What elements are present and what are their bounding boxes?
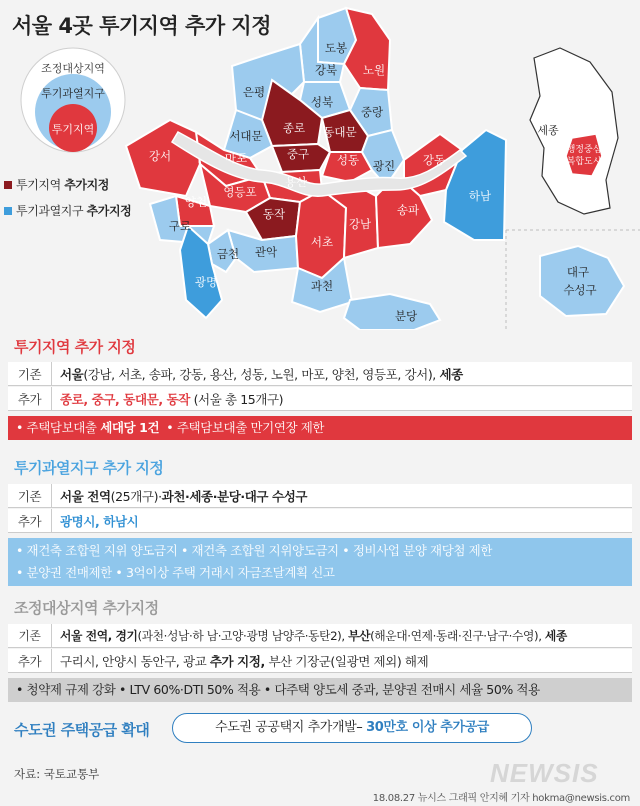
row-label: 기존	[8, 484, 52, 507]
label-seongbuk: 성북	[310, 95, 334, 109]
label-gangdong: 강동	[422, 153, 446, 167]
label-gwanak: 관악	[254, 245, 278, 259]
region-daegu-suseong	[540, 246, 624, 316]
label-yeongdeungpo: 영등포	[223, 185, 257, 199]
label-junggu: 중구	[286, 147, 310, 161]
legend-red-label: 투기지역	[16, 178, 61, 192]
label-mapo: 마포	[224, 151, 248, 165]
section2-measures	[8, 538, 632, 586]
legend-red-suffix: 추가지정	[64, 178, 109, 192]
legend-red	[4, 176, 109, 193]
label-songpa: 송파	[396, 203, 420, 217]
label-seongdong: 성동	[336, 153, 360, 167]
section1-measures: • 주택담보대출 세대당 1건 • 주택담보대출 만기연장 제한	[8, 416, 632, 440]
row-label: 추가	[8, 509, 52, 532]
section1-title: 투기지역 추가 지정	[14, 338, 136, 356]
row-value: 구리시, 안양시 동안구, 광교 추가 지정, 부산 기장군(일광면 제외) 해제	[60, 653, 429, 669]
legend-blue-label: 투기과열지구	[16, 204, 84, 218]
newsis-logo: NEWSIS	[490, 758, 599, 788]
row-label: 기존	[8, 362, 52, 385]
label-sejong-inner-2: 복합도시	[566, 157, 602, 167]
section2-row-existing	[8, 484, 632, 508]
label-hanam: 하남	[468, 189, 492, 203]
section2-measures-line2: • 분양권 전매제한 • 3억이상 주택 거래시 자금조달계획 신고	[16, 565, 335, 580]
legend-outer-label: 조정대상지역	[41, 62, 105, 75]
row-value: 광명시, 하남시	[60, 513, 139, 529]
legend-blue	[4, 202, 131, 219]
label-seodaemun: 서대문	[229, 129, 263, 143]
region-bundang	[344, 294, 440, 330]
credit-line: 18.08.27 뉴시스 그래픽 안지혜 기자 hokma@newsis.com	[372, 793, 630, 804]
label-eunpyeong: 은평	[242, 85, 266, 99]
section2-measures-line1: • 재건축 조합원 지위 양도금지 • 재건축 조합원 지위양도금지 • 정비사업 분양 재당첨 제한	[16, 543, 492, 558]
section3-measures: • 청약제 규제 강화 • LTV 60%·DTI 50% 적용 • 다주택 양도세 중과, 분양권 전매시 세율 50% 적용	[8, 678, 632, 702]
legend-inner-label: 투기지역	[51, 123, 95, 136]
section3-title: 조정대상지역 추가지정	[14, 599, 159, 617]
section3-row-added	[8, 649, 632, 673]
legend-middle-label: 투기과열지구	[41, 87, 105, 100]
label-dobong: 도봉	[324, 41, 348, 55]
row-value: 서울(강남, 서초, 송파, 강동, 용산, 성동, 노원, 마포, 양천, 영등포, 강서), 세종	[60, 366, 463, 382]
row-value: 서울 전역(25개구)·과천·세종·분당·대구 수성구	[60, 488, 308, 504]
legend-swatch-blue	[4, 207, 12, 215]
section1-row-added	[8, 387, 632, 411]
supply-pill: 수도권 공공택지 추가개발– 30만호 이상 추가공급	[172, 713, 532, 743]
supply-title: 수도권 주택공급 확대	[14, 721, 150, 739]
row-value: 종로, 중구, 동대문, 동작 (서울 총 15개구)	[60, 391, 284, 407]
row-label: 추가	[8, 649, 52, 672]
section1-row-existing	[8, 362, 632, 386]
label-gwangmyeong: 광명	[194, 275, 218, 289]
district-map	[0, 0, 640, 330]
label-bundang: 분당	[394, 309, 418, 323]
legend-blue-suffix: 추가지정	[86, 204, 132, 218]
label-suseong: 수성구	[563, 283, 597, 297]
page-title: 서울 4곳 투기지역 추가 지정	[12, 14, 272, 38]
label-nowon: 노원	[362, 63, 386, 77]
label-gangseo: 강서	[148, 149, 172, 163]
source-note: 자료: 국토교통부	[14, 767, 100, 781]
label-sejong: 세종	[537, 124, 559, 137]
section2-title: 투기과열지구 추가 지정	[14, 459, 164, 477]
legend-circles	[21, 48, 125, 152]
label-jungnang: 중랑	[360, 105, 384, 119]
row-label: 기존	[8, 624, 52, 647]
row-value: 서울 전역, 경기(과천·성남·하 남·고양·광명 남양주·동탄2), 부산(해운대·연제·동래·진구·남구·수영), 세종	[60, 629, 567, 643]
label-gwacheon: 과천	[310, 279, 334, 293]
label-gangnam: 강남	[348, 217, 372, 231]
label-dongdaemun: 동대문	[323, 125, 357, 139]
label-gwangjin: 광진	[372, 159, 396, 173]
label-seocho: 서초	[310, 235, 334, 249]
label-yangcheon: 양천	[184, 195, 208, 209]
label-geumcheon: 금천	[216, 247, 240, 261]
legend-swatch-red	[4, 181, 12, 189]
label-yongsan: 용산	[284, 175, 308, 189]
label-dongjak: 동작	[262, 207, 286, 221]
label-sejong-inner-1: 행정중심	[566, 145, 602, 155]
section3-row-existing	[8, 624, 632, 648]
label-daegu: 대구	[566, 265, 590, 279]
row-label: 추가	[8, 387, 52, 410]
label-jongno: 종로	[282, 121, 306, 135]
label-guro: 구로	[168, 219, 192, 233]
label-gangbuk: 강북	[314, 63, 338, 77]
region-nowon	[344, 8, 390, 90]
section2-row-added	[8, 509, 632, 533]
